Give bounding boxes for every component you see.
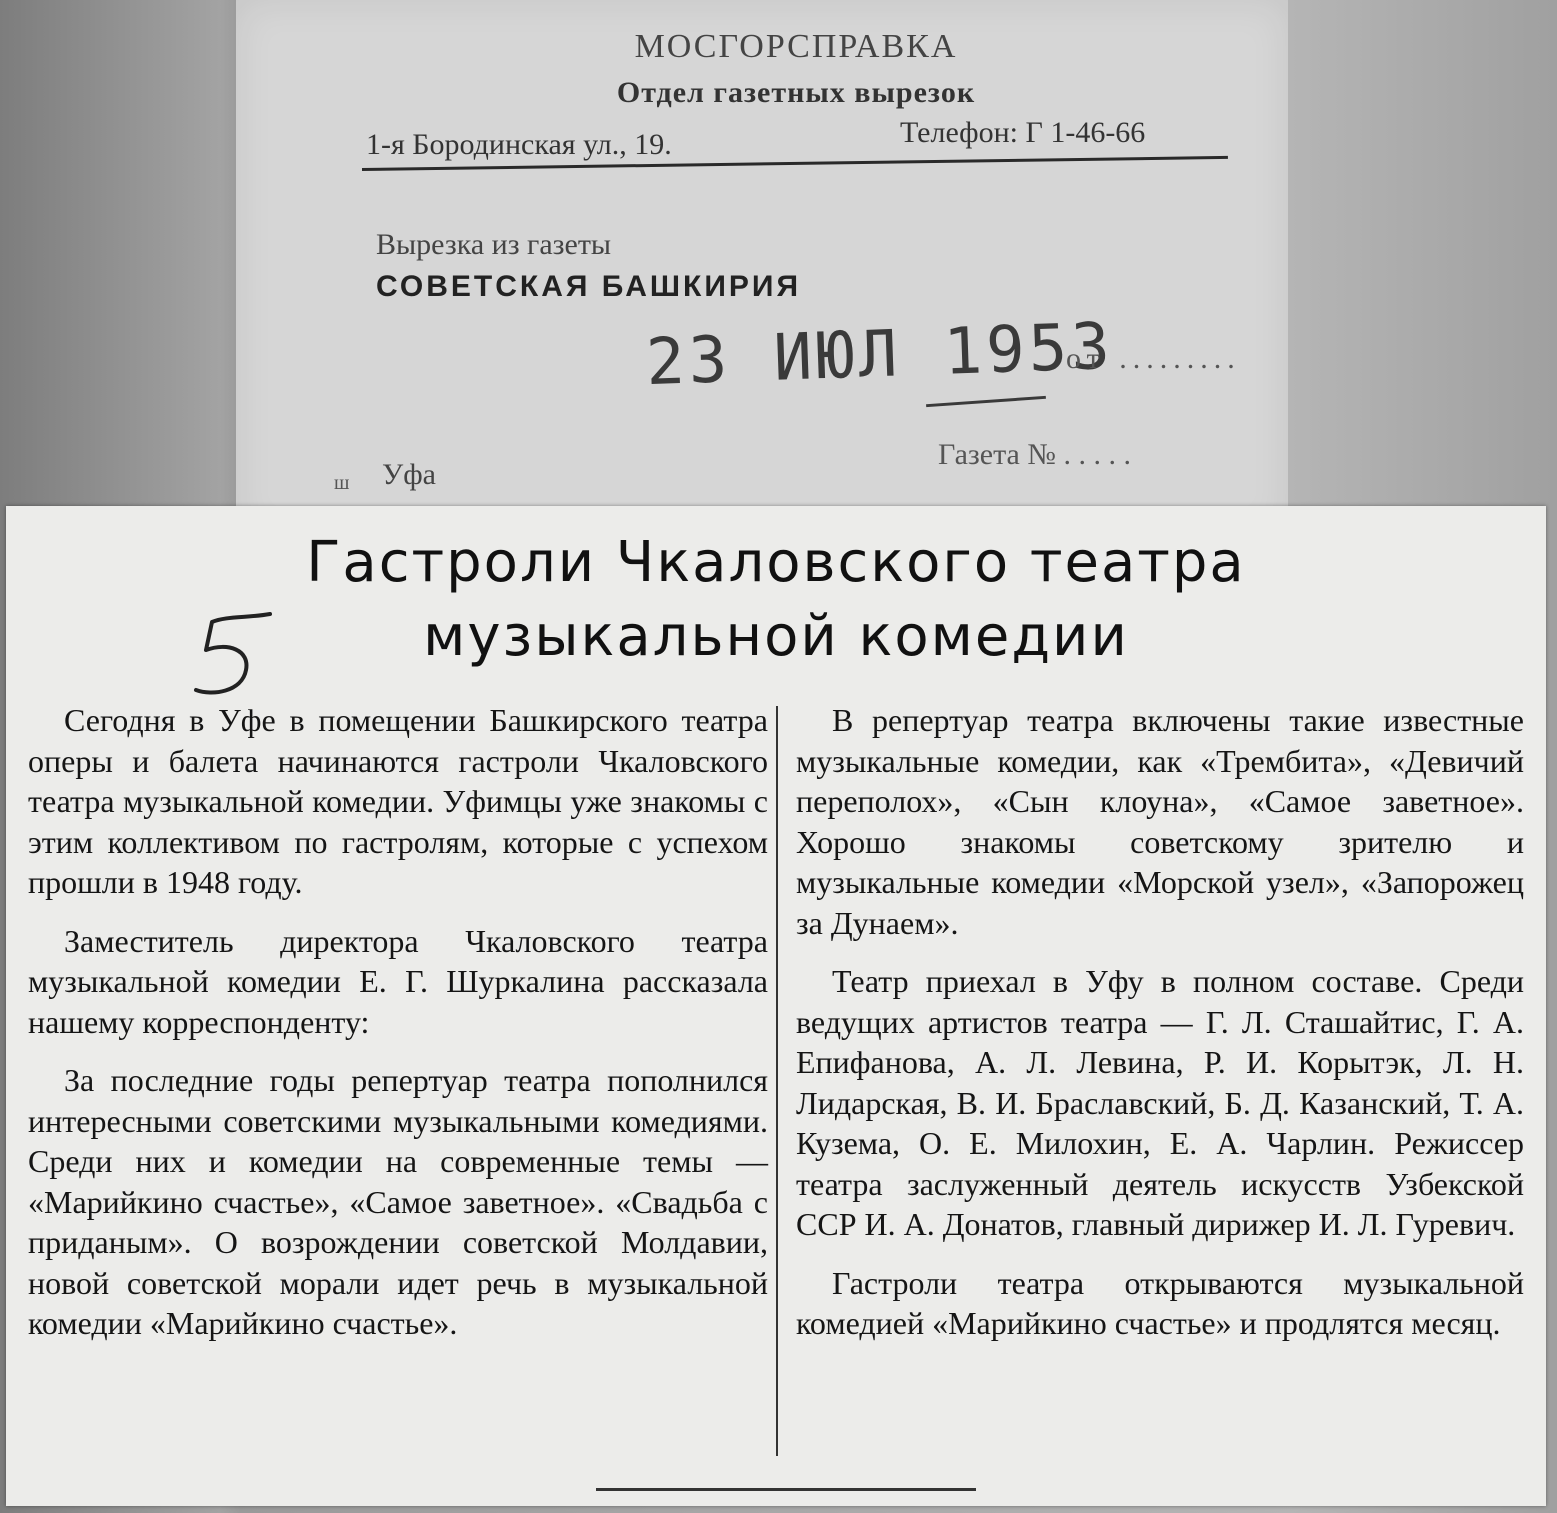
column-divider (776, 706, 778, 1456)
article-paragraph: Заместитель директора Чкаловского театра музыкальной комедии Е. Г. Шуркалина рассказала нашему корреспонденту: (28, 922, 768, 1040)
bottom-divider (596, 1488, 976, 1491)
clipping-service-slip (236, 0, 1288, 540)
article-paragraph: Театр приехал в Уфу в полном составе. Среди ведущих артистов театра — Г. Л. Сташайтис, Г. А. Епифанова, А. Л. Левина, Р. И. Корытэк, Л. Н. Лидарская, В. И. Браславский, Б. Д. Казанский, Т. А. Кузема, О. Е. Милохин, Е. А. Чарлин. Режиссер театра заслуженный деятель искусств Узбекской ССР И. А. Донатов, главный дирижер И. Л. Гуревич. (796, 963, 1524, 1242)
headline-line-1: Гастроли Чкаловского театра (306, 530, 1246, 595)
article-column-left (28, 700, 768, 1362)
headline-line-2: музыкальной комедии (423, 604, 1129, 669)
issue-number-label: Газета № . . . . . (938, 438, 1131, 471)
date-stamp: 23 ИЮЛ 1953 (644, 309, 1115, 401)
article-paragraph: Сегодня в Уфе в помещении Башкирского театра оперы и балета начинаются гастроли Чкаловского театра музыкальной комедии. Уфимцы уже знакомы с этим коллективом по гастролям, которые с успехом прошли в 1948 году. (28, 702, 768, 900)
organization-name: МОСГОРСПРАВКА (634, 28, 958, 65)
handwritten-number-mark (188, 606, 278, 706)
cutting-label: Вырезка из газеты (376, 228, 612, 261)
newspaper-clipping (6, 506, 1546, 1506)
article-paragraph: Гастроли театра открываются музыкальной комедией «Марийкино счастье» и продлятся месяц. (796, 1264, 1524, 1341)
address-text: 1-я Бородинская ул., 19. (366, 128, 672, 161)
date-stamp-underline (926, 396, 1046, 407)
newspaper-name: СОВЕТСКАЯ БАШКИРИЯ (376, 270, 802, 303)
city-prefix: ш (334, 472, 350, 494)
department-name: Отдел газетных вырезок (616, 76, 976, 109)
article-paragraph: За последние годы репертуар театра пополнился интересными советскими музыкальными комедиями. Среди них и комедии на современные темы — «Марийкино счастье», «Самое заветное». «Свадьба с приданым». О возрождении советской Молдавии, новой советской морали идет речь в музыкальной комедии «Марийкино счастье». (28, 1062, 768, 1341)
article-paragraph: В репертуар театра включены такие известные музыкальные комедии, как «Трембита», «Девичий переполох», «Сын клоуна», «Самое заветное». Хорошо знакомы советскому зрителю и музыкальные комедии «Морской узел», «Запорожец за Дунаем». (796, 702, 1524, 941)
article-column-right (796, 700, 1524, 1362)
city-name: Уфа (382, 458, 436, 491)
phone-text: Телефон: Г 1-46-66 (900, 116, 1146, 149)
date-field-dots: от ......... (1066, 342, 1241, 375)
